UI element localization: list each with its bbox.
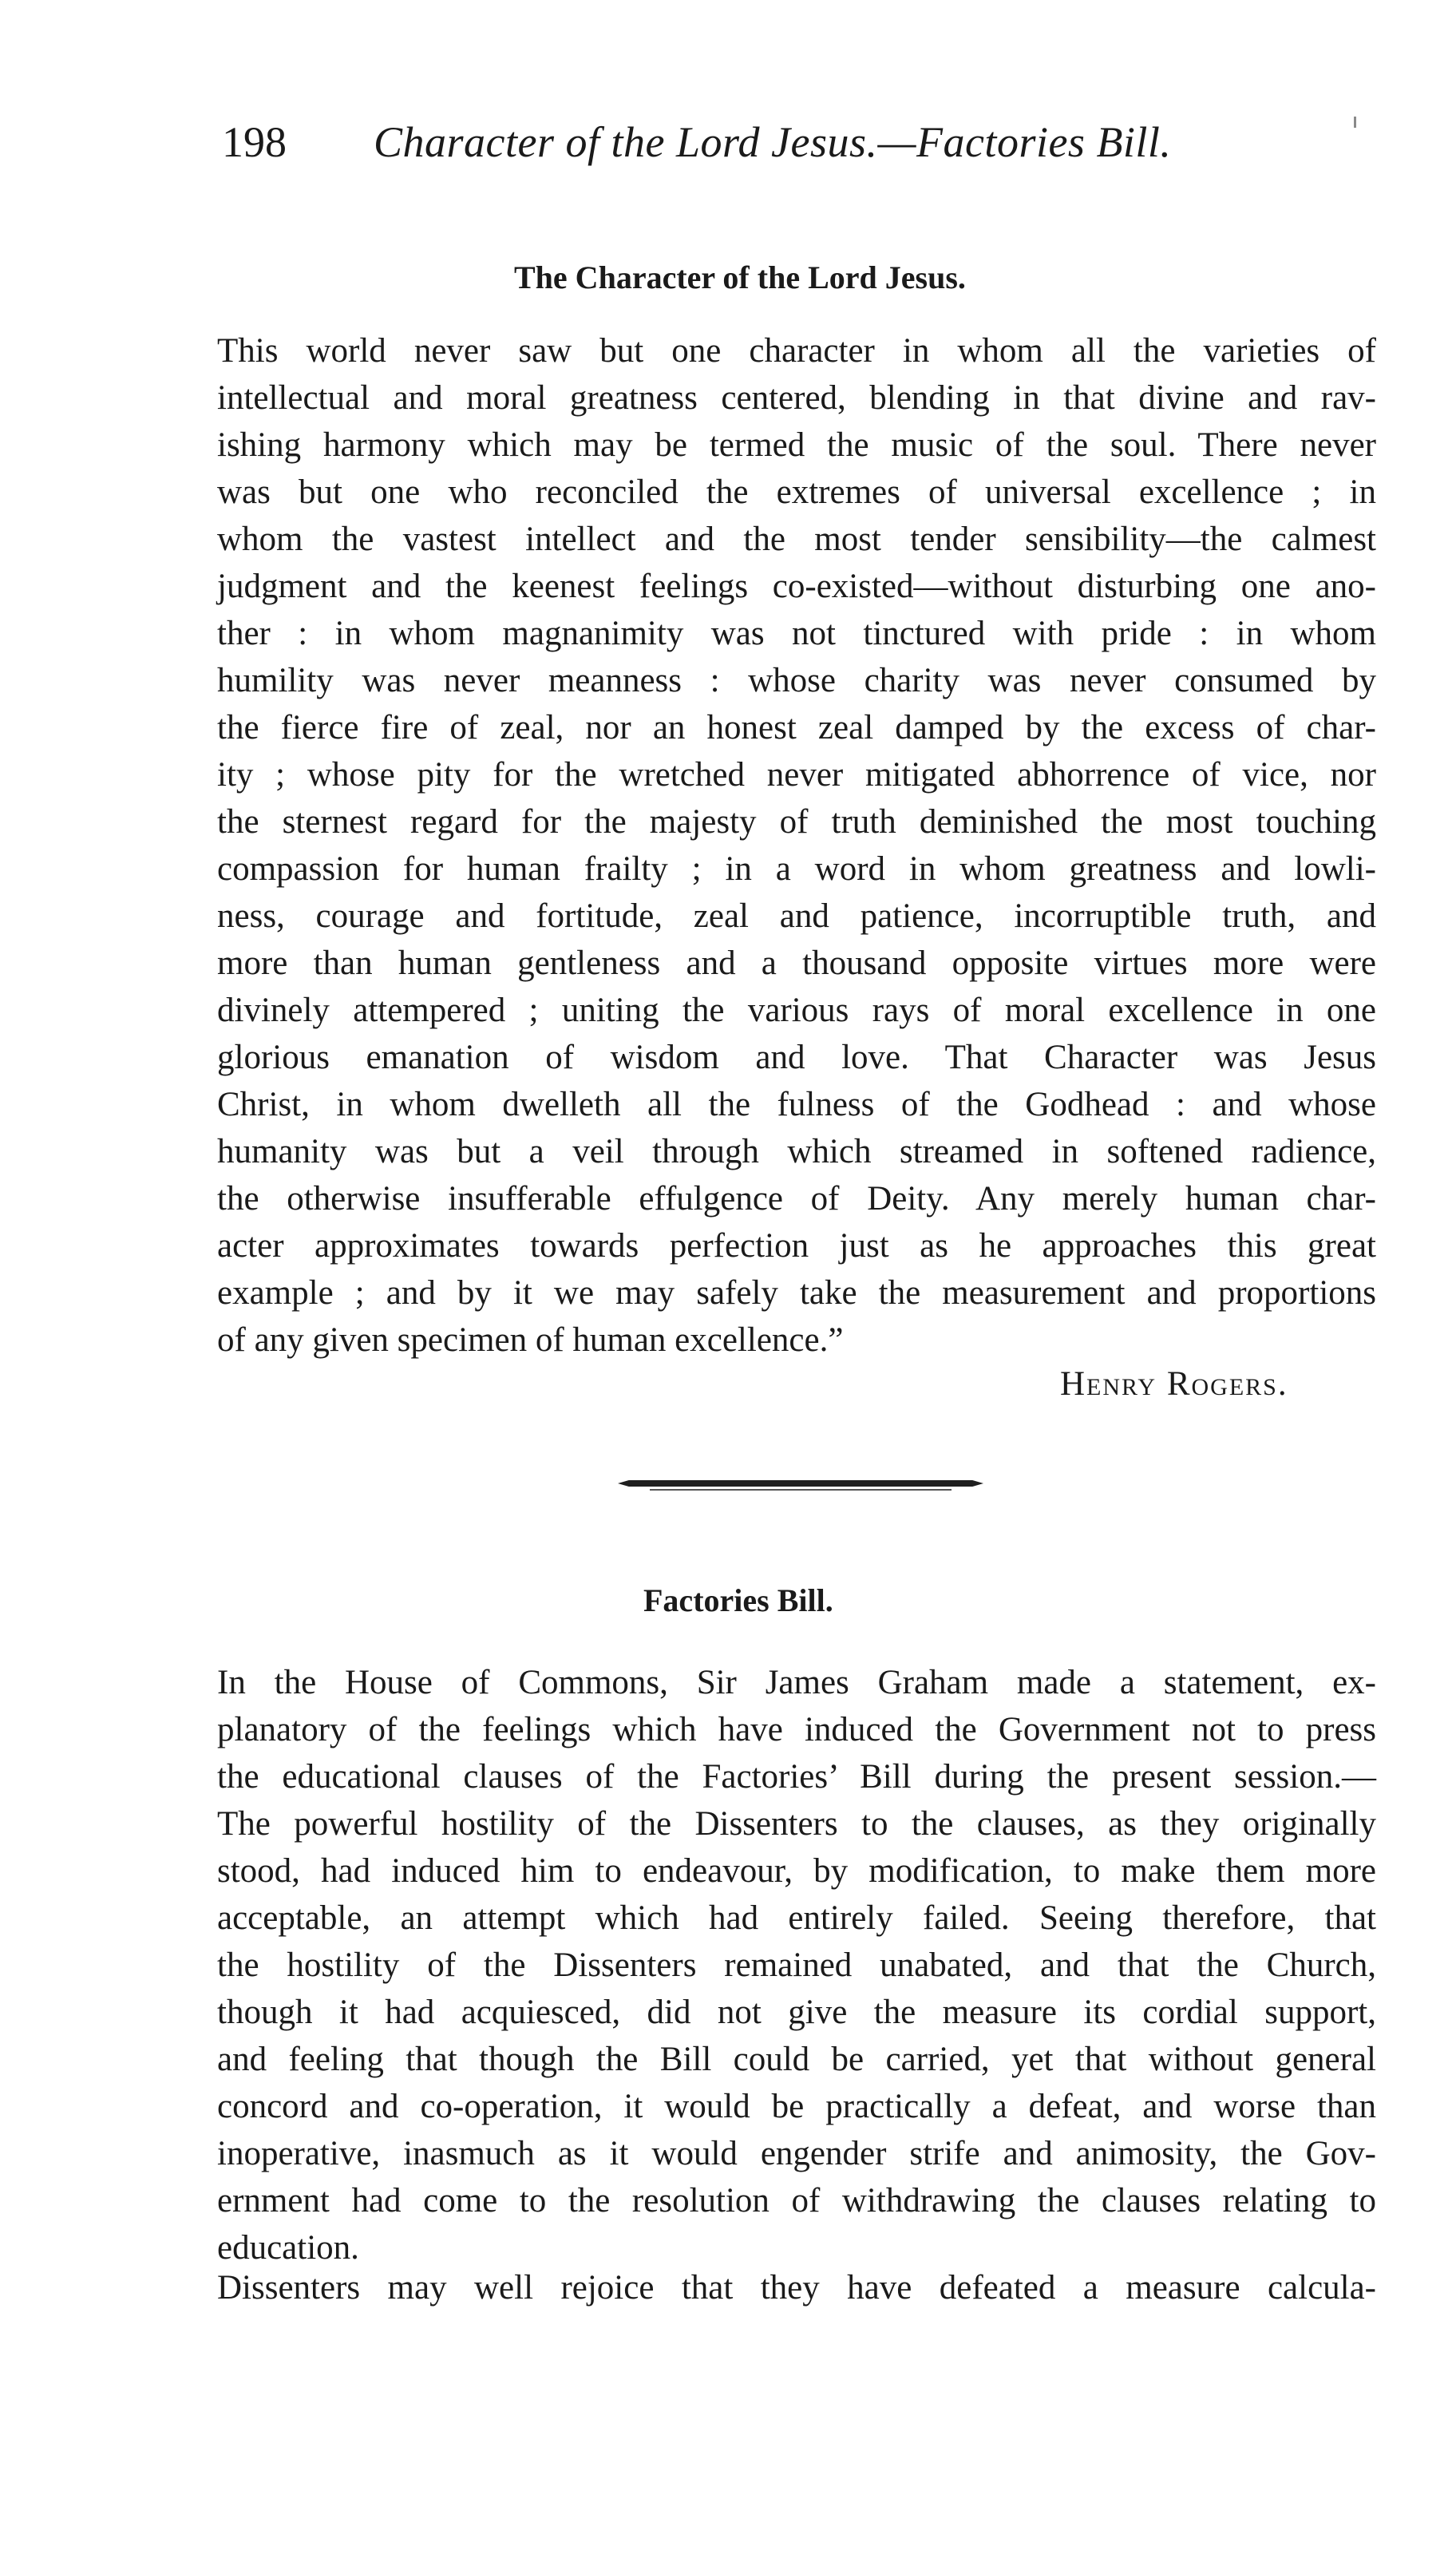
text-line: of any given specimen of human excellence.” [217,1321,844,1359]
text-line: compassion for human frailty ; in a word in whom greatness and lowli- [217,850,1376,888]
text-line: acter approximates towards perfection just as he approaches this great [217,1227,1376,1265]
text-line: planatory of the feelings which have induced the Government not to press [217,1711,1376,1748]
stray-ink-mark [1354,117,1356,128]
text-line: judgment and the keenest feelings co-existed—without disturbing one ano- [217,568,1376,605]
text-line: was but one who reconciled the extremes of universal excellence ; in [217,473,1376,511]
text-line: whom the vastest intellect and the most tender sensibility—the calmest [217,521,1376,558]
text-line: glorious emanation of wisdom and love. That Character was Jesus [217,1039,1376,1076]
text-line: divinely attempered ; uniting the various rays of moral excellence in one [217,992,1376,1029]
page-number: 198 [222,118,287,166]
text-line: This world never saw but one character in whom all the varieties of [217,332,1376,370]
text-line: acceptable, an attempt which had entirely failed. Seeing therefore, that [217,1899,1376,1937]
section-divider-ornament [618,1475,983,1493]
article-body-factories [217,1659,1376,2271]
text-line: the sternest regard for the majesty of truth deminished the most touching [217,803,1376,841]
text-line: ther : in whom magnanimity was not tinctured with pride : in whom [217,615,1376,652]
text-line: stood, had induced him to endeavour, by modification, to make them more [217,1852,1376,1890]
text-line: inoperative, inasmuch as it would engender strife and animosity, the Gov- [217,2135,1376,2172]
article-title-factories: Factories Bill. [643,1582,833,1618]
text-line: the fierce fire of zeal, nor an honest zeal damped by the excess of char- [217,709,1376,746]
running-title: Character of the Lord Jesus.—Factories Bill. [374,118,1172,166]
text-line: ishing harmony which may be termed the music of the soul. There never [217,426,1376,464]
text-line: example ; and by it we may safely take the measurement and proportions [217,1274,1376,1312]
text-line: more than human gentleness and a thousand opposite virtues more were [217,944,1376,982]
running-head [222,110,1355,174]
text-line: Christ, in whom dwelleth all the fulness of the Godhead : and whose [217,1086,1376,1123]
article-title-character: The Character of the Lord Jesus. [514,259,966,295]
text-line: concord and co-operation, it would be practically a defeat, and worse than [217,2088,1376,2125]
author-signature: Henry Rogers. [1060,1365,1288,1403]
text-line: Dissenters may well rejoice that they have defeated a measure calcula- [217,2269,1376,2307]
text-line: The powerful hostility of the Dissenters to the clauses, as they originally [217,1805,1376,1843]
article-body-character [217,327,1376,1364]
article-body-factories-continued [217,2264,1376,2311]
text-line: ernment had come to the resolution of withdrawing the clauses relating to [217,2182,1376,2220]
text-line: the otherwise insufferable effulgence of Deity. Any merely human char- [217,1180,1376,1218]
text-line: ness, courage and fortitude, zeal and patience, incorruptible truth, and [217,897,1376,935]
text-line: In the House of Commons, Sir James Graham made a statement, ex- [217,1664,1376,1701]
text-line: humanity was but a veil through which streamed in softened radience, [217,1133,1376,1170]
text-line: intellectual and moral greatness centered, blending in that divine and rav- [217,379,1376,417]
text-line: the hostility of the Dissenters remained unabated, and that the Church, [217,1946,1376,1984]
text-line: education. [217,2229,359,2267]
text-line: humility was never meanness : whose charity was never consumed by [217,662,1376,699]
text-line: and feeling that though the Bill could be carried, yet that without general [217,2041,1376,2078]
divider-thin-rule [650,1489,952,1491]
text-line: ity ; whose pity for the wretched never mitigated abhorrence of vice, nor [217,756,1376,794]
divider-band [618,1480,983,1487]
text-line: the educational clauses of the Factories’ Bill during the present session.— [217,1758,1376,1796]
text-line: though it had acquiesced, did not give the measure its cordial support, [217,1994,1376,2031]
